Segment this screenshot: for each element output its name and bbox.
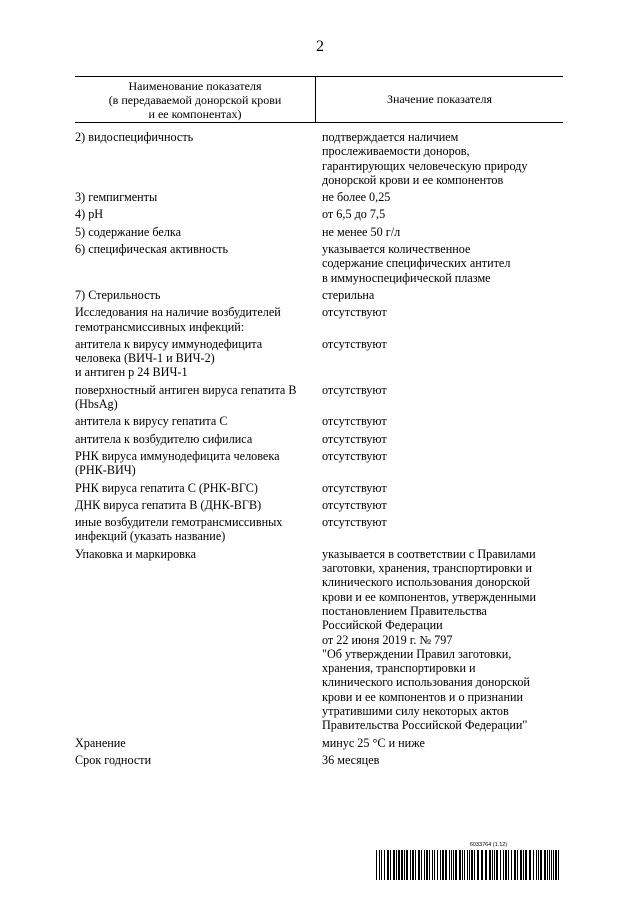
indicator-name: Исследования на наличие возбудителей гемотрансмиссивных инфекций:	[75, 305, 281, 334]
indicator-name: антитела к вирусу гепатита С	[75, 414, 228, 429]
indicator-value: отсутствуют	[322, 448, 387, 463]
table-row	[75, 547, 563, 733]
table-row	[75, 498, 563, 512]
table-row	[75, 242, 563, 285]
header-line: Наименование показателя	[128, 79, 262, 93]
barcode-number: 6033764 (1.12)	[469, 842, 508, 848]
table-row	[75, 753, 563, 767]
table-row	[75, 225, 563, 239]
indicator-name: 6) специфическая активность	[75, 242, 229, 257]
indicator-value: стерильна	[322, 287, 375, 302]
table-row	[75, 130, 563, 187]
indicator-name: РНК вируса гепатита С (РНК-ВГС)	[75, 480, 258, 495]
header-indicator-value: Значение показателя	[386, 92, 493, 106]
indicator-name: иные возбудители гемотрансмиссивных инфекций (указать название)	[75, 515, 283, 544]
indicator-value: отсутствуют	[322, 480, 387, 495]
indicator-value: отсутствуют	[322, 336, 387, 351]
indicator-value: указывается в соответствии с Правилами заготовки, хранения, транспортировки и клинического использования донорской крови и ее компонентов, утвержденными постановлением Правительства Российской Федерации от 22 июня 2019 г. № 797 "Об утверждении Правил заготовки, хранения, транспортировки и клинического использования донорской крови и ее компонентов и о признании утратившими силу некоторых актов Правительства Российской Федерации"	[322, 546, 537, 733]
indicator-name: Хранение	[75, 735, 126, 750]
indicator-value: минус 25 °С и ниже	[322, 735, 425, 750]
header-line: (в передаваемой донорской крови	[108, 93, 282, 107]
indicator-value: подтверждается наличием прослеживаемости доноров, гарантирующих человеческую природу донорской крови и ее компонентов	[322, 130, 528, 187]
indicator-value: от 6,5 до 7,5	[322, 207, 386, 222]
indicator-value: не более 0,25	[322, 190, 391, 205]
table-row	[75, 305, 563, 334]
indicator-name: ДНК вируса гепатита В (ДНК-ВГВ)	[75, 497, 262, 512]
barcode-image	[376, 850, 561, 880]
indicator-name: 7) Стерильность	[75, 287, 161, 302]
indicator-name: Срок годности	[75, 752, 152, 767]
table-row	[75, 432, 563, 446]
table-body	[75, 123, 563, 767]
indicator-name: антитела к вирусу иммунодефицита человека (ВИЧ-1 и ВИЧ-2) и антиген р 24 ВИЧ-1	[75, 336, 263, 380]
indicator-value: указывается количественное содержание специфических антител в иммуноспецифической плазме	[322, 242, 511, 285]
indicator-value: 36 месяцев	[322, 752, 380, 767]
indicators-table	[75, 76, 563, 770]
table-row	[75, 515, 563, 544]
table-row	[75, 449, 563, 478]
table-row	[75, 481, 563, 495]
indicator-value: не менее 50 г/л	[322, 224, 401, 239]
header-indicator-name	[75, 77, 316, 122]
indicator-name: 5) содержание белка	[75, 224, 182, 239]
table-row	[75, 736, 563, 750]
indicator-name: антитела к возбудителю сифилиса	[75, 431, 253, 446]
page-number: 2	[316, 38, 324, 55]
indicator-name: 4) pH	[75, 207, 104, 222]
indicator-value: отсутствуют	[322, 431, 387, 446]
indicator-name: Упаковка и маркировка	[75, 546, 197, 561]
header-line: и ее компонентах)	[148, 107, 242, 121]
indicator-value: отсутствуют	[322, 382, 387, 397]
indicator-name: РНК вируса иммунодефицита человека (РНК-ВИЧ)	[75, 448, 280, 478]
barcode-block	[376, 842, 561, 880]
indicator-name: 3) гемпигменты	[75, 190, 158, 205]
table-row	[75, 383, 563, 412]
table-row	[75, 207, 563, 221]
indicator-value: отсутствуют	[322, 305, 387, 320]
indicator-name: поверхностный антиген вируса гепатита В (HbsAg)	[75, 382, 297, 412]
indicator-value: отсутствуют	[322, 414, 387, 429]
indicator-name: 2) видоспецифичность	[75, 130, 194, 144]
table-row	[75, 337, 563, 380]
table-row	[75, 414, 563, 428]
table-row	[75, 288, 563, 302]
table-header	[75, 76, 563, 123]
table-row	[75, 190, 563, 204]
indicator-value: отсутствуют	[322, 497, 387, 512]
indicator-value: отсутствуют	[322, 515, 387, 530]
